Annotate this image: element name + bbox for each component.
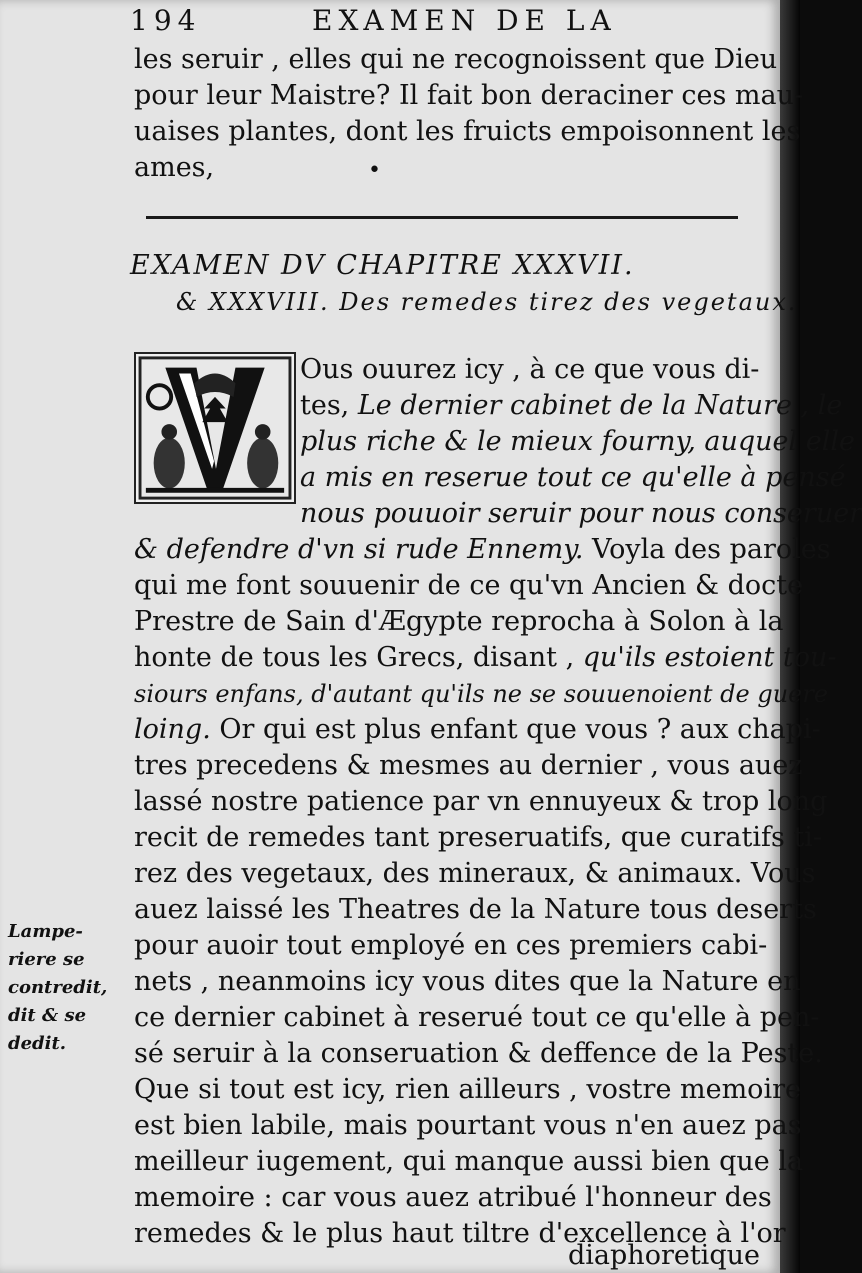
- text-line: lassé nostre patience par vn ennuyeux & trop long: [134, 786, 828, 817]
- text-line: ames,: [134, 152, 215, 183]
- running-head: [130, 4, 770, 40]
- text-line: & defendre d'vn si rude Ennemy. Voyla des paroles: [134, 534, 831, 565]
- text-line: meilleur iugement, qui manque aussi bien que la: [134, 1146, 804, 1177]
- text-line: ce dernier cabinet à reserué tout ce qu'elle à pen-: [134, 1002, 820, 1033]
- text-line: remedes & le plus haut tiltre d'excellence à l'or: [134, 1218, 786, 1249]
- text-line: Ous ouurez icy , à ce que vous di-: [300, 354, 760, 385]
- text-line: pour leur Maistre? Il fait bon deraciner ces mau-: [134, 80, 804, 111]
- text-line: rez des vegetaux, des mineraux, & animaux. Vous: [134, 858, 816, 889]
- text-line: loing. Or qui est plus enfant que vous ? aux chapi-: [134, 714, 821, 745]
- text-line: qui me font souuenir de ce qu'vn Ancien & docte: [134, 570, 804, 601]
- text-line: tes, Le dernier cabinet de la Nature , le: [300, 390, 843, 421]
- text-line: auez laissé les Theatres de la Nature tous deserts: [134, 894, 817, 925]
- text-line: uaises plantes, dont les fruicts empoisonnent les: [134, 116, 801, 147]
- ornament-dot: •: [368, 158, 381, 183]
- text-line: honte de tous les Grecs, disant , qu'ils estoient tou-: [134, 642, 837, 673]
- text-line: siours enfans, d'autant qu'ils ne se souuenoient de guere: [134, 680, 829, 708]
- text-line: tres precedens & mesmes au dernier , vous auez: [134, 750, 803, 781]
- catchword: diaphoretique: [568, 1240, 760, 1271]
- text-line: memoire : car vous auez atribué l'honneur des: [134, 1182, 772, 1213]
- text-line: a mis en reserue tout ce qu'elle à pensé: [300, 462, 846, 493]
- text-line: pour auoir tout employé en ces premiers cabi-: [134, 930, 768, 961]
- margin-note-line: dit & se: [8, 1005, 87, 1026]
- section-rule: [146, 216, 738, 219]
- text-line: recit de remedes tant preseruatifs, que curatifs ti-: [134, 822, 823, 853]
- text-line: plus riche & le mieux fourny, auquel elle: [300, 426, 855, 457]
- margin-note-line: riere se: [8, 949, 85, 970]
- text-line: sé seruir à la conseruation & deffence de la Peste.: [134, 1038, 823, 1069]
- text-line: Prestre de Sain d'Ægypte reprocha à Solon à la: [134, 606, 784, 637]
- woodcut-initial-v-icon: [134, 352, 296, 504]
- running-title: EXAMEN DE LA: [312, 4, 617, 37]
- page-number: 194: [130, 4, 202, 37]
- margin-note-line: contredit,: [8, 977, 108, 998]
- text-line: nous pouuoir seruir pour nous conseruer: [300, 498, 862, 529]
- margin-note: [8, 918, 138, 1058]
- margin-note-line: Lampe-: [8, 921, 83, 942]
- chapter-heading-line: EXAMEN DV CHAPITRE XXXVII.: [130, 250, 635, 281]
- margin-note-line: dedit.: [8, 1033, 67, 1054]
- text-line: est bien labile, mais pourtant vous n'en auez pas: [134, 1110, 802, 1141]
- chapter-heading-line: & XXXVIII. Des remedes tirez des vegetaux.: [176, 288, 798, 316]
- text-line: Que si tout est icy, rien ailleurs , vostre memoire: [134, 1074, 801, 1105]
- text-line: les seruir , elles qui ne recognoissent que Dieu: [134, 44, 778, 75]
- text-line: nets , neanmoins icy vous dites que la Nature en: [134, 966, 801, 997]
